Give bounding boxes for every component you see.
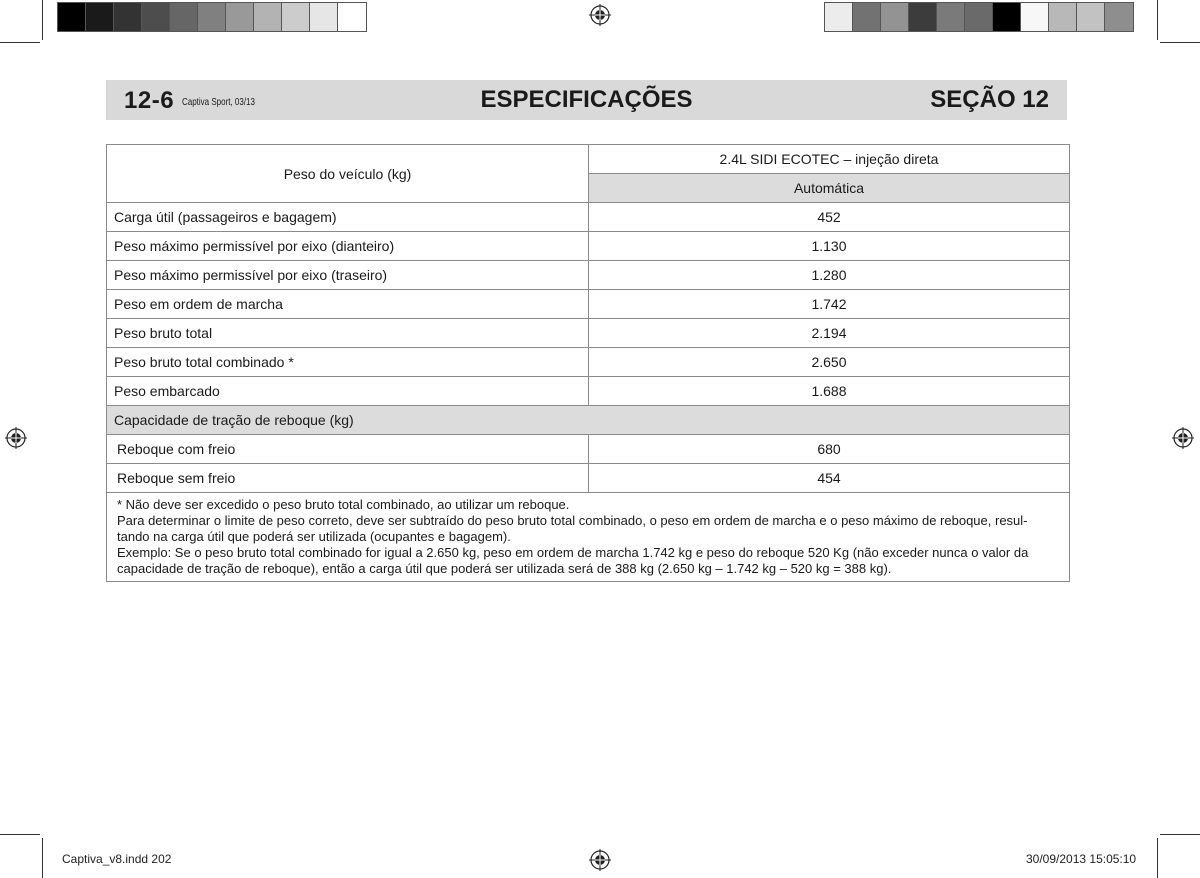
row-value: 2.650 bbox=[589, 348, 1070, 377]
row-value: 1.280 bbox=[589, 261, 1070, 290]
color-swatch bbox=[114, 3, 142, 31]
color-swatch bbox=[853, 3, 881, 31]
color-swatch bbox=[909, 3, 937, 31]
table-row bbox=[107, 290, 1070, 319]
color-swatch bbox=[86, 3, 114, 31]
crop-mark bbox=[1160, 42, 1200, 43]
color-swatch bbox=[310, 3, 338, 31]
row-value: 680 bbox=[589, 435, 1070, 464]
row-value: 454 bbox=[589, 464, 1070, 493]
row-value: 1.688 bbox=[589, 377, 1070, 406]
crop-mark bbox=[0, 834, 40, 835]
registration-mark-icon bbox=[5, 427, 27, 449]
color-swatch bbox=[170, 3, 198, 31]
page-header bbox=[106, 80, 1067, 120]
row-label: Reboque com freio bbox=[107, 435, 589, 464]
color-swatch bbox=[825, 3, 853, 31]
document-reference: Captiva Sport, 03/13 bbox=[182, 97, 255, 108]
row-value: 2.194 bbox=[589, 319, 1070, 348]
table-row bbox=[107, 377, 1070, 406]
towing-section-header: Capacidade de tração de reboque (kg) bbox=[107, 406, 1070, 435]
page-title: ESPECIFICAÇÕES bbox=[480, 86, 693, 113]
vehicle-weight-table bbox=[106, 144, 1070, 582]
color-swatch bbox=[1105, 3, 1133, 31]
crop-mark bbox=[1157, 838, 1158, 878]
row-label: Peso embarcado bbox=[107, 377, 589, 406]
table-row bbox=[107, 203, 1070, 232]
note-line: tando na carga útil que poderá ser utilizada (ocupantes e bagagem). bbox=[117, 529, 511, 544]
color-swatch bbox=[1077, 3, 1105, 31]
row-value: 1.130 bbox=[589, 232, 1070, 261]
table-notes bbox=[107, 493, 1070, 582]
row-label: Peso bruto total combinado * bbox=[107, 348, 589, 377]
color-swatch bbox=[881, 3, 909, 31]
registration-mark-icon bbox=[589, 4, 611, 26]
color-calibration-bar-right bbox=[824, 2, 1134, 32]
crop-mark bbox=[0, 42, 40, 43]
table-header-label: Peso do veículo (kg) bbox=[107, 145, 589, 203]
row-label: Peso máximo permissível por eixo (dianteiro) bbox=[107, 232, 589, 261]
crop-mark bbox=[42, 838, 43, 878]
color-swatch bbox=[226, 3, 254, 31]
registration-mark-icon bbox=[1172, 427, 1194, 449]
note-line: Para determinar o limite de peso correto, deve ser subtraído do peso bruto total combinado, o peso em ordem de marcha e o peso máximo de reboque, resul- bbox=[117, 513, 1028, 528]
section-label: SEÇÃO 12 bbox=[930, 86, 1049, 113]
table-row bbox=[107, 348, 1070, 377]
row-value: 1.742 bbox=[589, 290, 1070, 319]
table-row bbox=[107, 232, 1070, 261]
crop-mark bbox=[42, 0, 43, 40]
color-swatch bbox=[58, 3, 86, 31]
color-swatch bbox=[198, 3, 226, 31]
note-line: * Não deve ser excedido o peso bruto total combinado, ao utilizar um reboque. bbox=[117, 497, 570, 512]
table-row bbox=[107, 319, 1070, 348]
color-swatch bbox=[1049, 3, 1077, 31]
registration-mark-icon bbox=[589, 849, 611, 871]
table-header-transmission: Automática bbox=[589, 174, 1070, 203]
color-swatch bbox=[937, 3, 965, 31]
color-swatch bbox=[282, 3, 310, 31]
page-number: 12-6 bbox=[124, 87, 175, 114]
note-line: Exemplo: Se o peso bruto total combinado for igual a 2.650 kg, peso em ordem de marcha 1.742 kg e peso do reboque 520 Kg (não exceder nunca o valor da bbox=[117, 545, 1029, 560]
row-label: Reboque sem freio bbox=[107, 464, 589, 493]
color-swatch bbox=[254, 3, 282, 31]
color-swatch bbox=[993, 3, 1021, 31]
crop-mark bbox=[1160, 834, 1200, 835]
table-row bbox=[107, 464, 1070, 493]
row-value: 452 bbox=[589, 203, 1070, 232]
row-label: Peso bruto total bbox=[107, 319, 589, 348]
table-row bbox=[107, 261, 1070, 290]
footer-file-info: Captiva_v8.indd 202 bbox=[62, 852, 172, 866]
footer-timestamp: 30/09/2013 15:05:10 bbox=[1026, 852, 1137, 866]
color-swatch bbox=[1021, 3, 1049, 31]
color-calibration-bar-left bbox=[57, 2, 367, 32]
towing-section-row bbox=[107, 406, 1070, 435]
row-label: Carga útil (passageiros e bagagem) bbox=[107, 203, 589, 232]
row-label: Peso máximo permissível por eixo (traseiro) bbox=[107, 261, 589, 290]
notes-row bbox=[107, 493, 1070, 582]
row-label: Peso em ordem de marcha bbox=[107, 290, 589, 319]
table-row bbox=[107, 435, 1070, 464]
note-line: capacidade de tração de reboque), então a carga útil que poderá ser utilizada será de 388 kg (2.650 kg – 1.742 kg – 520 kg = 388 kg). bbox=[117, 561, 892, 576]
color-swatch bbox=[338, 3, 366, 31]
color-swatch bbox=[965, 3, 993, 31]
color-swatch bbox=[142, 3, 170, 31]
table-header-engine: 2.4L SIDI ECOTEC – injeção direta bbox=[589, 145, 1070, 174]
crop-mark bbox=[1157, 0, 1158, 40]
